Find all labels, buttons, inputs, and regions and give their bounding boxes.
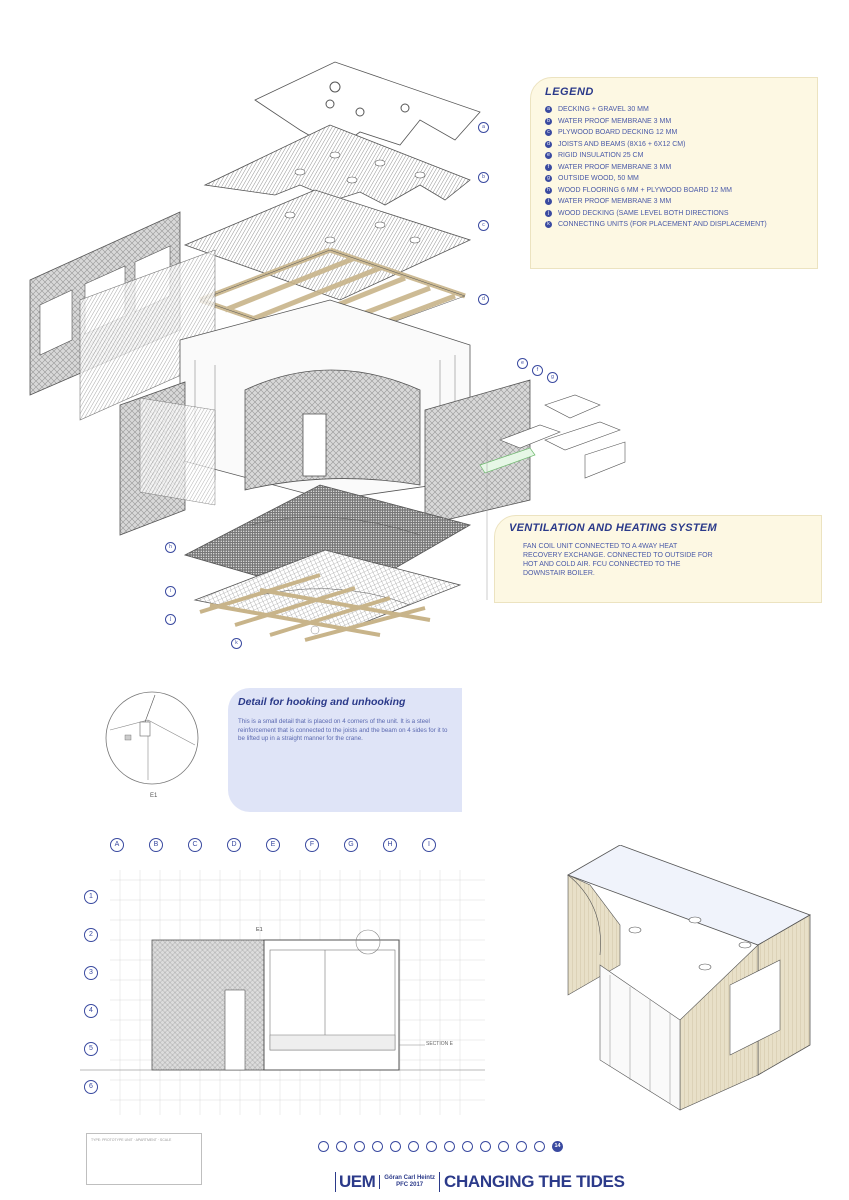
legend-badge: e xyxy=(545,152,552,159)
legend-badge: c xyxy=(545,129,552,136)
page-dot[interactable] xyxy=(354,1141,365,1152)
grid-row-label: 3 xyxy=(84,966,98,980)
page-indicator xyxy=(318,1141,563,1152)
legend-item-label: RIGID INSULATION 25 CM xyxy=(558,152,644,159)
legend-item-label: OUTSIDE WOOD, 50 MM xyxy=(558,175,639,182)
grid-row-label: 5 xyxy=(84,1042,98,1056)
title-block xyxy=(86,1133,202,1185)
ventilation-title: VENTILATION AND HEATING SYSTEM xyxy=(509,522,718,534)
callout-marker: c xyxy=(478,220,489,231)
legend-item-label: JOISTS AND BEAMS (8X16 + 6X12 CM) xyxy=(558,140,686,148)
page-dot[interactable] xyxy=(426,1141,437,1152)
page-dot[interactable] xyxy=(408,1141,419,1152)
legend-list xyxy=(541,104,807,231)
grid-column-label: B xyxy=(149,838,163,852)
e1-marker-label: E1 xyxy=(256,927,263,933)
grid-column-label: F xyxy=(305,838,319,852)
page-dot[interactable] xyxy=(318,1141,329,1152)
page-dot[interactable] xyxy=(390,1141,401,1152)
page-dot[interactable] xyxy=(480,1141,491,1152)
legend-badge: d xyxy=(545,141,552,148)
legend-item-label: PLYWOOD BOARD DECKING 12 MM xyxy=(558,129,678,136)
page-dot[interactable] xyxy=(336,1141,347,1152)
legend-badge: j xyxy=(545,210,552,217)
detail-text: This is a small detail that is placed on 4 corners of the unit. It is a steel reinforcement that is connected to the joists and the beam on 4 sides for it to be lifted up in a straight manner for the crane. xyxy=(238,718,448,742)
project-year: PFC 2017 xyxy=(396,1182,424,1188)
grid-row-label: 6 xyxy=(84,1080,98,1094)
legend-item-label: WOOD DECKING (SAME LEVEL BOTH DIRECTIONS xyxy=(558,209,729,217)
grid-column-label: E xyxy=(266,838,280,852)
page-dot-active[interactable]: 14 xyxy=(552,1141,563,1152)
callout-marker: f xyxy=(532,365,543,376)
legend-box xyxy=(530,77,818,269)
legend-badge: a xyxy=(545,106,552,113)
legend-item xyxy=(545,173,807,185)
ventilation-text: FAN COIL UNIT CONNECTED TO A 4WAY HEAT RECOVERY EXCHANGE. CONNECTED TO OUTSIDE FOR HOT AND COLD AIR. FCU CONNECTED TO THE DOWNSTAIR BOILER. xyxy=(523,543,713,577)
grid-column-label: I xyxy=(422,838,436,852)
callout-marker: a xyxy=(478,122,489,133)
legend-item xyxy=(545,196,807,208)
detail-title: Detail for hooking and unhooking xyxy=(238,696,406,708)
grid-row-label: 1 xyxy=(84,890,98,904)
author-name: Göran Carl Heintz xyxy=(384,1175,435,1181)
legend-item xyxy=(545,150,807,162)
legend-badge: i xyxy=(545,198,552,205)
callout-marker: i xyxy=(165,586,176,597)
grid-row-label: 4 xyxy=(84,1004,98,1018)
legend-badge: h xyxy=(545,187,552,194)
callout-marker: b xyxy=(478,172,489,183)
detail-box xyxy=(228,688,462,812)
legend-item-label: WATER PROOF MEMBRANE 3 MM xyxy=(558,163,672,171)
uem-logo: UEM xyxy=(335,1172,375,1192)
legend-item xyxy=(545,185,807,197)
legend-badge: g xyxy=(545,175,552,182)
page-dot[interactable] xyxy=(462,1141,473,1152)
legend-badge: k xyxy=(545,221,552,228)
detail-label: E1 xyxy=(150,793,158,799)
project-title: CHANGING THE TIDES xyxy=(439,1172,625,1192)
legend-item xyxy=(545,104,807,116)
section-label: SECTION E xyxy=(426,1041,453,1047)
legend-title: LEGEND xyxy=(545,86,594,98)
legend-item xyxy=(545,116,807,128)
grid-column-label: G xyxy=(344,838,358,852)
callout-marker: d xyxy=(478,294,489,305)
callout-marker: e xyxy=(517,358,528,369)
ventilation-box xyxy=(494,515,822,603)
page-dot[interactable] xyxy=(534,1141,545,1152)
plan-column-labels xyxy=(110,838,440,852)
grid-column-label: D xyxy=(227,838,241,852)
footer xyxy=(335,1168,625,1196)
page-dot[interactable] xyxy=(498,1141,509,1152)
title-block-text: TYPE: PROTOTYPE UNIT · APARTMENT · SCALE xyxy=(91,1138,172,1142)
legend-item xyxy=(545,139,807,151)
callout-marker: h xyxy=(165,542,176,553)
legend-item-label: DECKING + GRAVEL 30 MM xyxy=(558,106,649,113)
legend-item-label: WATER PROOF MEMBRANE 3 MM xyxy=(558,198,672,205)
grid-column-label: A xyxy=(110,838,124,852)
legend-item-label: WATER PROOF MEMBRANE 3 MM xyxy=(558,117,672,125)
unit-axonometric-drawing xyxy=(560,845,825,1115)
callout-marker: g xyxy=(547,372,558,383)
grid-column-label: H xyxy=(383,838,397,852)
legend-item-label: CONNECTING UNITS (FOR PLACEMENT AND DISPLACEMENT) xyxy=(558,221,767,228)
grid-row-label: 2 xyxy=(84,928,98,942)
legend-badge: f xyxy=(545,164,552,171)
page-dot[interactable] xyxy=(444,1141,455,1152)
hook-detail-drawing xyxy=(100,690,205,790)
legend-badge: b xyxy=(545,118,552,125)
floor-plan-drawing xyxy=(80,830,490,1120)
legend-item xyxy=(545,127,807,139)
page-dot[interactable] xyxy=(372,1141,383,1152)
author-block xyxy=(379,1175,435,1189)
callout-marker: j xyxy=(165,614,176,625)
page-dot[interactable] xyxy=(516,1141,527,1152)
plan-row-labels xyxy=(84,890,98,1100)
callout-marker: k xyxy=(231,638,242,649)
legend-item xyxy=(545,162,807,174)
grid-column-label: C xyxy=(188,838,202,852)
legend-item xyxy=(545,219,807,231)
legend-item-label: WOOD FLOORING 6 MM + PLYWOOD BOARD 12 MM xyxy=(558,186,732,194)
legend-item xyxy=(545,208,807,220)
